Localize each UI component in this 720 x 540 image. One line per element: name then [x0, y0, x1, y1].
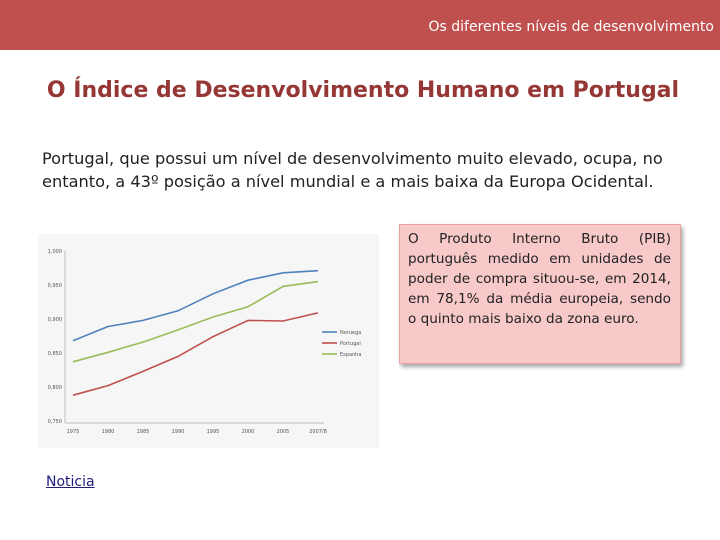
y-tick-label: 0,800	[47, 385, 62, 391]
x-tick-label: 1990	[171, 429, 185, 435]
legend-label: Portugal	[340, 341, 361, 347]
x-tick-label: 1985	[136, 429, 150, 435]
x-tick-label: 2007/8	[309, 429, 327, 435]
gdp-note-text: O Produto Interno Bruto (PIB) português medido em unidades de poder de compra situou-se, em 2014, em 78,1% da média europeia, sendo o quinto mais baixo da zona euro.	[408, 231, 671, 327]
y-tick-label: 0,900	[47, 317, 62, 323]
y-tick-label: 0,850	[47, 351, 62, 357]
x-tick-label: 1995	[206, 429, 220, 435]
hdi-line-chart	[38, 234, 379, 448]
series-line-noruega	[73, 271, 318, 341]
section-title: Os diferentes níveis de desenvolvimento	[428, 19, 714, 35]
y-tick-label: 1,000	[47, 249, 62, 255]
x-tick-label: 2000	[241, 429, 255, 435]
x-tick-label: 2005	[276, 429, 290, 435]
header-bar	[0, 0, 720, 50]
y-tick-label: 0,750	[47, 419, 62, 425]
legend-label: Noruega	[340, 330, 362, 336]
page-title: O Índice de Desenvolvimento Humano em Portugal	[46, 78, 680, 103]
gdp-note-box	[399, 224, 681, 364]
y-tick-label: 0,950	[47, 283, 62, 289]
x-tick-label: 1980	[101, 429, 115, 435]
intro-paragraph: Portugal, que possui um nível de desenvolvimento muito elevado, ocupa, no entanto, a 43º posição a nível mundial e a mais baixa da Europa Ocidental.	[42, 149, 663, 191]
series-line-portugal	[73, 313, 318, 395]
x-tick-label: 1975	[66, 429, 80, 435]
news-link[interactable]: Noticia	[46, 474, 95, 490]
legend-label: Espanha	[340, 352, 362, 358]
chart-canvas	[38, 234, 379, 448]
